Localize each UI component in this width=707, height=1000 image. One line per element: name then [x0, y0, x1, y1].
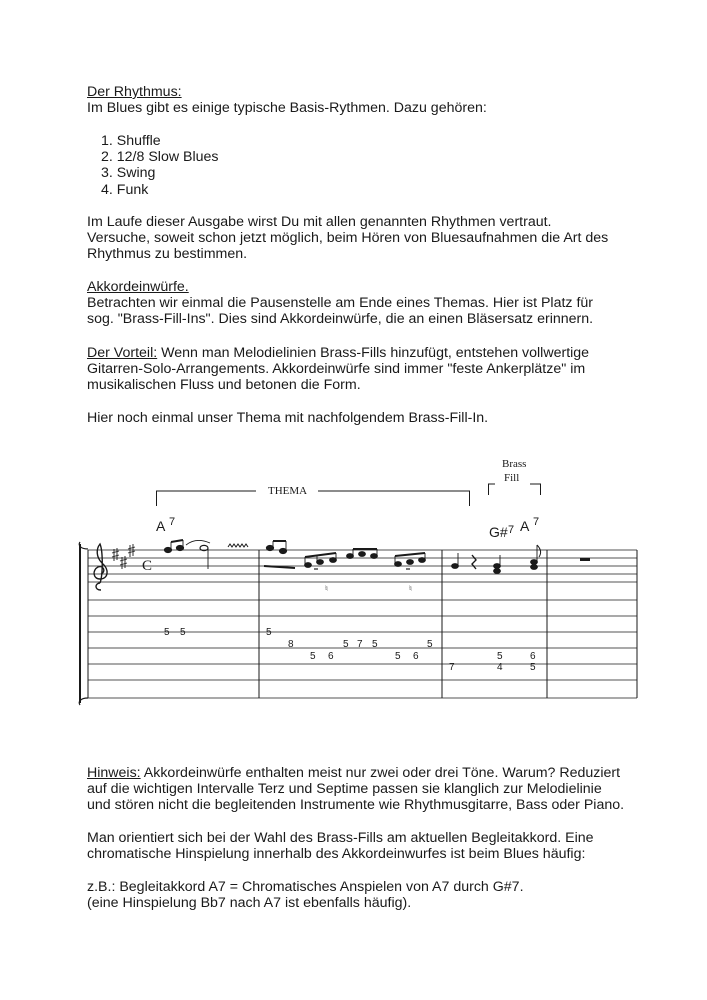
- example-line: z.B.: Begleitakkord A7 = Chromatisches Anspielen von A7 durch G#7.: [87, 879, 524, 895]
- list-item: 2. 12/8 Slow Blues: [101, 149, 219, 166]
- paragraph-line: Man orientiert sich bei der Wahl des Brass-Fills am aktuellen Begleitakkord. Eine: [87, 830, 594, 846]
- heading-hinweis: Hinweis:: [87, 765, 141, 781]
- notes-measure-2: [264, 541, 425, 593]
- svg-text:5: 5: [530, 662, 536, 673]
- paragraph-line: Betrachten wir einmal die Pausenstelle am Ende eines Themas. Hier ist Platz für: [87, 295, 593, 311]
- vorteil-line: [87, 345, 589, 362]
- list-item: 1. Shuffle: [101, 133, 161, 149]
- sharp-icon: [112, 544, 135, 569]
- fill-label: Fill: [504, 472, 520, 484]
- list-item: 4. Funk: [101, 181, 149, 198]
- svg-text:G#: G#: [489, 524, 508, 540]
- svg-text:5: 5: [427, 639, 433, 650]
- svg-text:8: 8: [288, 639, 294, 650]
- music-notation: [0, 445, 707, 710]
- brass-label: Brass: [502, 458, 527, 470]
- svg-text:5: 5: [310, 651, 316, 662]
- svg-text:5: 5: [266, 627, 272, 638]
- chord-symbol: [520, 516, 539, 534]
- svg-text:7: 7: [357, 639, 363, 650]
- heading-der-rhythmus: Der Rhythmus:: [87, 84, 182, 100]
- svg-text:♮: ♮: [409, 584, 412, 593]
- paragraph-line: musikalischen Fluss und betonen die Form.: [87, 377, 361, 393]
- rhythm-list: [101, 133, 219, 198]
- svg-text:7: 7: [508, 524, 515, 536]
- hinweis-line: [87, 765, 620, 782]
- notes-measure-1: [164, 540, 248, 569]
- svg-text:7: 7: [169, 516, 176, 528]
- paragraph-line: Rhythmus zu bestimmen.: [87, 246, 248, 262]
- svg-text:5: 5: [395, 651, 401, 662]
- paragraph-line: auf die wichtigen Intervalle Terz und Septime passen sie klanglich zur Melodielinie: [87, 781, 602, 797]
- paragraph-line: chromatische Hinspielung innerhalb des Akkordeinwurfes ist beim Blues häufig:: [87, 846, 586, 862]
- svg-text:A: A: [156, 518, 166, 534]
- list-item: 3. Swing: [101, 165, 156, 182]
- tab-numbers: [164, 627, 536, 673]
- svg-text:5: 5: [343, 639, 349, 650]
- svg-text:6: 6: [530, 651, 536, 662]
- svg-text:5: 5: [497, 651, 503, 662]
- example-line: (eine Hinspielung Bb7 nach A7 ist ebenfalls häufig).: [87, 895, 412, 911]
- whole-rest-icon: [580, 558, 590, 561]
- svg-text:A: A: [520, 518, 530, 534]
- paragraph-line: und stören nicht die begleitenden Instrumente wie Rhythmusgitarre, Bass oder Piano.: [87, 797, 625, 813]
- svg-text:5: 5: [164, 627, 170, 638]
- svg-text:4: 4: [497, 662, 503, 673]
- chord-symbol: [489, 524, 514, 540]
- svg-text:♮: ♮: [325, 584, 328, 593]
- closing-line: Hier noch einmal unser Thema mit nachfolgendem Brass-Fill-In.: [87, 410, 489, 426]
- time-signature: C: [142, 558, 153, 574]
- paragraph-line: sog. "Brass-Fill-Ins". Dies sind Akkordeinwürfe, die an einen Bläsersatz erinnern.: [87, 311, 594, 327]
- thema-label: THEMA: [268, 485, 308, 497]
- paragraph-line: Gitarren-Solo-Arrangements. Akkordeinwürfe sind immer "feste Ankerplätze" im: [87, 361, 586, 377]
- treble-clef-icon: [94, 544, 107, 590]
- svg-text:6: 6: [413, 651, 419, 662]
- svg-text:7: 7: [533, 516, 540, 528]
- hinweis-text: Akkordeinwürfe enthalten meist nur zwei oder drei Töne. Warum? Reduziert: [140, 765, 621, 781]
- chord-symbol: [156, 516, 175, 534]
- heading-akkordeinwuerfe: Akkordeinwürfe.: [87, 279, 189, 295]
- vorteil-text: Wenn man Melodielinien Brass-Fills hinzufügt, entstehen vollwertige: [157, 345, 590, 361]
- notes-measure-3: [452, 545, 541, 573]
- svg-text:5: 5: [180, 627, 186, 638]
- paragraph-line: Im Laufe dieser Ausgabe wirst Du mit allen genannten Rhythmen vertraut.: [87, 214, 552, 230]
- intro-line: Im Blues gibt es einige typische Basis-Rythmen. Dazu gehören:: [87, 100, 487, 116]
- paragraph-line: Versuche, soweit schon jetzt möglich, beim Hören von Bluesaufnahmen die Art des: [87, 230, 609, 246]
- svg-text:7: 7: [449, 662, 455, 673]
- svg-text:5: 5: [372, 639, 378, 650]
- heading-der-vorteil: Der Vorteil:: [87, 345, 158, 361]
- svg-text:6: 6: [328, 651, 334, 662]
